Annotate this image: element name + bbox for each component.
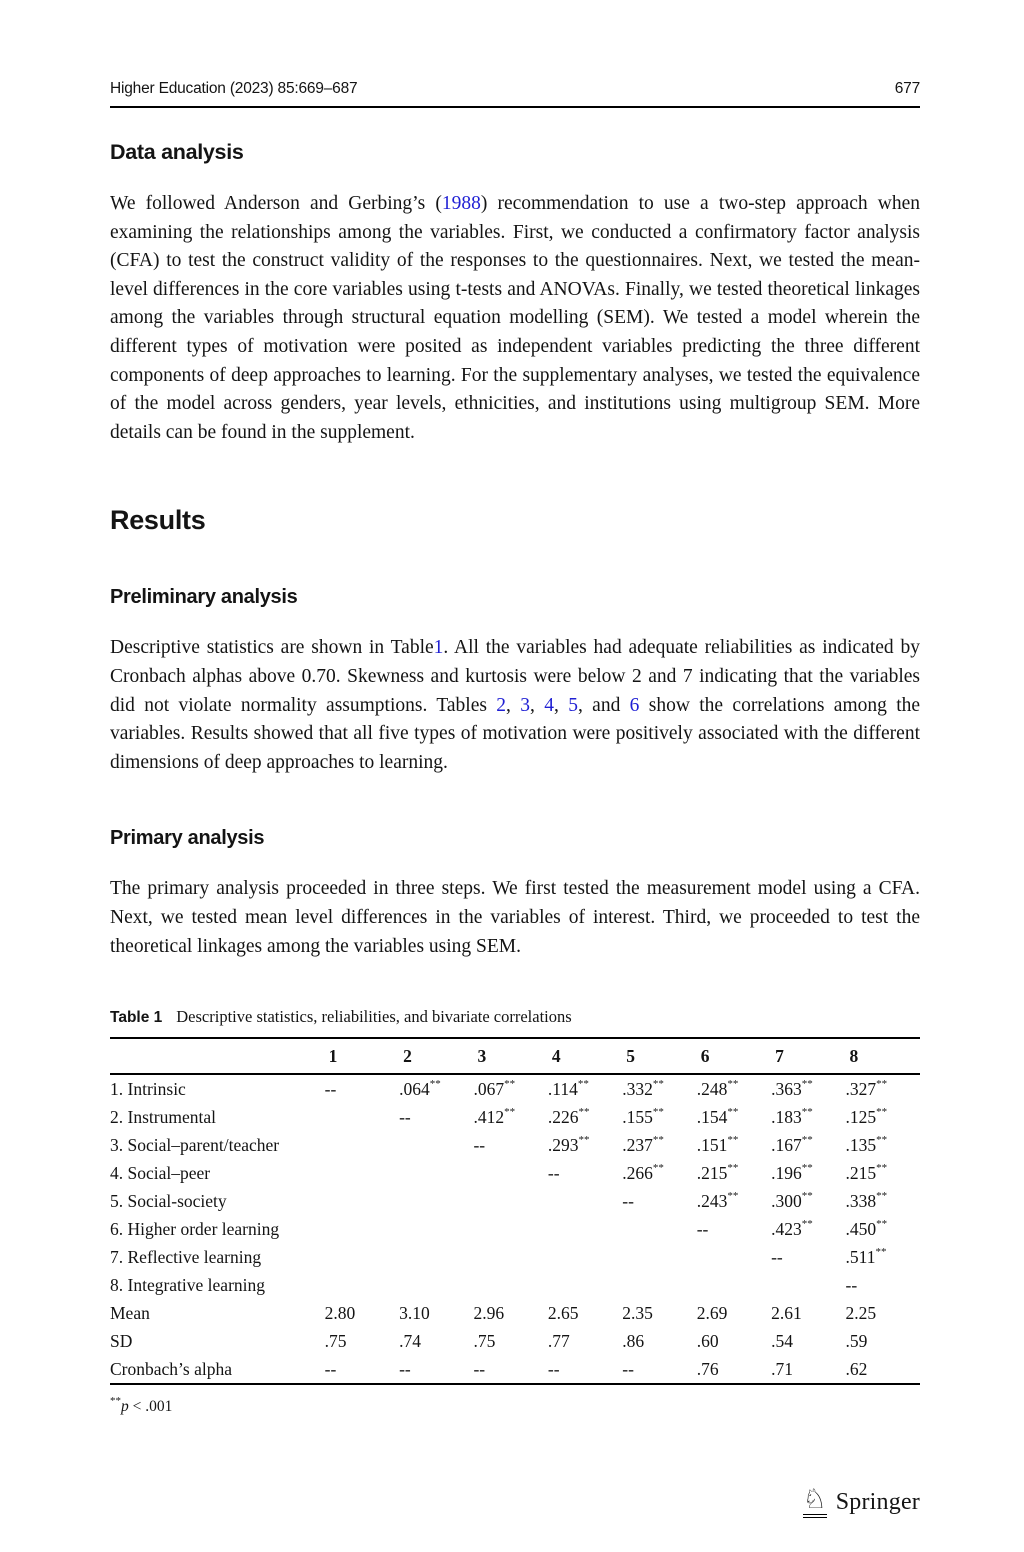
footnote-p: p bbox=[121, 1398, 129, 1416]
significance-stars: ** bbox=[801, 1161, 813, 1174]
text-run: . All the variables had adequate reliabilities as indicated by Cronbach alphas above 0.70. Skewness and kurtosis were below 2 and 7 indicating that the variables did not violate normality assumptions. Tables bbox=[110, 637, 920, 716]
heading-preliminary-analysis: Preliminary analysis bbox=[110, 586, 298, 609]
table-cell bbox=[771, 1187, 845, 1215]
significance-stars: ** bbox=[801, 1217, 813, 1230]
significance-stars: ** bbox=[876, 1105, 888, 1118]
text-run: show the correlations among the variables. Results showed that all five types of motivation were positively associated with the different dimensions of deep approaches to learning. bbox=[110, 694, 921, 773]
cell-value: .226 bbox=[547, 1106, 579, 1127]
cell-value: .412 bbox=[473, 1106, 505, 1127]
table-cell bbox=[697, 1103, 771, 1131]
table-cell bbox=[325, 1187, 399, 1215]
cell-value: 2.25 bbox=[845, 1302, 877, 1323]
cell-value: .450 bbox=[845, 1218, 877, 1239]
table-cell bbox=[846, 1074, 921, 1103]
row-label: Cronbach’s alpha bbox=[110, 1358, 232, 1379]
cell-value: 2.35 bbox=[622, 1302, 653, 1323]
table-cell bbox=[846, 1159, 921, 1187]
table-cell bbox=[399, 1215, 473, 1243]
significance-stars: ** bbox=[504, 1077, 516, 1090]
text-run: , bbox=[553, 694, 569, 716]
column-header: 5 bbox=[622, 1038, 696, 1074]
table-cell bbox=[622, 1271, 696, 1299]
table-cell bbox=[473, 1299, 547, 1327]
table-cell bbox=[771, 1327, 845, 1355]
cell-value: .215 bbox=[845, 1162, 877, 1183]
cell-value: .151 bbox=[696, 1134, 728, 1155]
table-cell bbox=[325, 1327, 399, 1355]
table-cell bbox=[622, 1299, 696, 1327]
cell-value: .76 bbox=[696, 1358, 719, 1379]
cell-value: .86 bbox=[622, 1330, 645, 1351]
cell-value: .196 bbox=[771, 1162, 802, 1183]
table-header-row bbox=[110, 1038, 920, 1074]
table-cell bbox=[622, 1327, 696, 1355]
table-cell bbox=[697, 1299, 771, 1327]
cell-value: .154 bbox=[696, 1106, 728, 1127]
cell-value: -- bbox=[845, 1274, 858, 1295]
significance-stars: ** bbox=[652, 1105, 664, 1118]
table-cell bbox=[399, 1271, 473, 1299]
table-cell bbox=[846, 1243, 921, 1271]
table-cell bbox=[622, 1159, 696, 1187]
cell-value: .300 bbox=[771, 1190, 802, 1211]
table-cell bbox=[325, 1131, 399, 1159]
cell-value: .77 bbox=[547, 1330, 570, 1351]
cell-value: .62 bbox=[845, 1358, 868, 1379]
significance-stars: ** bbox=[727, 1105, 739, 1118]
table-cell bbox=[325, 1243, 399, 1271]
table-cell bbox=[473, 1187, 547, 1215]
table-cell bbox=[548, 1103, 622, 1131]
table-caption bbox=[110, 1007, 920, 1027]
table-row bbox=[110, 1187, 920, 1215]
text-run: , and bbox=[577, 694, 630, 716]
table-row bbox=[110, 1355, 920, 1384]
table-cell bbox=[697, 1243, 771, 1271]
table-cell bbox=[771, 1159, 845, 1187]
citation-link[interactable]: 2 bbox=[496, 694, 507, 716]
table-cell bbox=[697, 1355, 771, 1384]
table-cell bbox=[548, 1299, 622, 1327]
text-run: Descriptive statistics are shown in Table bbox=[110, 637, 434, 659]
significance-stars: ** bbox=[652, 1133, 664, 1146]
cell-value: .183 bbox=[771, 1106, 802, 1127]
column-header: 8 bbox=[846, 1038, 921, 1074]
table-cell bbox=[325, 1103, 399, 1131]
table-cell bbox=[771, 1355, 845, 1384]
cell-value: 2.61 bbox=[771, 1302, 802, 1323]
significance-stars: ** bbox=[504, 1105, 516, 1118]
citation-link[interactable]: 5 bbox=[568, 694, 578, 716]
footnote-value: < .001 bbox=[128, 1398, 173, 1416]
cell-value: .237 bbox=[622, 1134, 653, 1155]
heading-results: Results bbox=[110, 505, 206, 536]
table-cell bbox=[399, 1187, 473, 1215]
cell-value: .125 bbox=[845, 1106, 877, 1127]
significance-stars: ** bbox=[801, 1133, 813, 1146]
cell-value: .114 bbox=[547, 1078, 578, 1099]
table-cell bbox=[399, 1355, 473, 1384]
table-cell bbox=[846, 1131, 921, 1159]
table-cell bbox=[771, 1074, 845, 1103]
cell-value: -- bbox=[622, 1358, 634, 1379]
citation-link[interactable]: 6 bbox=[629, 694, 640, 716]
cell-value: .215 bbox=[696, 1162, 728, 1183]
cell-value: 2.65 bbox=[547, 1302, 579, 1323]
table-cell bbox=[473, 1355, 547, 1384]
table-cell bbox=[846, 1271, 921, 1299]
table-cell bbox=[771, 1131, 845, 1159]
significance-stars: ** bbox=[577, 1077, 589, 1090]
cell-value: -- bbox=[547, 1162, 560, 1183]
table-cell bbox=[548, 1159, 622, 1187]
significance-stars: ** bbox=[652, 1161, 664, 1174]
text-run: , bbox=[506, 694, 521, 716]
table-cell bbox=[697, 1131, 771, 1159]
running-head bbox=[110, 80, 920, 108]
cell-value: 3.10 bbox=[399, 1302, 430, 1323]
table-cell bbox=[325, 1271, 399, 1299]
cell-value: .74 bbox=[399, 1330, 421, 1351]
chess-knight-icon: ♘ bbox=[803, 1486, 827, 1518]
table-cell bbox=[473, 1215, 547, 1243]
table-cell bbox=[771, 1271, 845, 1299]
text-run: ) recommendation to use a two-step approach when examining the relationships among the variables. First, we conducted a confirmatory factor analysis (CFA) to test the construct validity of the responses to the questionnaires. Next, we tested the mean-level differences in the core variables using t-tests and ANOVAs. Finally, we tested theoretical linkages among the variables through structural equation modelling (SEM). We tested a model wherein the different types of motivation were posited as independent variables predicting the three different components of deep approaches to learning. For the supplementary analyses, we tested the equivalence of the model across genders, year levels, ethnicities, and institutions using multigroup SEM. More details can be found in the supplement. bbox=[110, 193, 920, 443]
table-cell bbox=[399, 1159, 473, 1187]
table-label: Table 1 bbox=[110, 1009, 163, 1027]
table-cell bbox=[399, 1243, 473, 1271]
table-cell bbox=[846, 1327, 921, 1355]
table-row bbox=[110, 1103, 920, 1131]
heading-data-analysis: Data analysis bbox=[110, 140, 244, 164]
cell-value: -- bbox=[771, 1246, 783, 1267]
table-cell bbox=[399, 1131, 473, 1159]
cell-value: .75 bbox=[473, 1330, 496, 1351]
cell-value: 2.80 bbox=[324, 1302, 356, 1323]
table-cell bbox=[771, 1215, 845, 1243]
cell-value: .511 bbox=[845, 1246, 876, 1267]
cell-value: .243 bbox=[696, 1190, 728, 1211]
table-cell bbox=[622, 1243, 696, 1271]
table-row bbox=[110, 1327, 920, 1355]
cell-value: 2.96 bbox=[473, 1302, 505, 1323]
cell-value: .332 bbox=[622, 1078, 653, 1099]
column-header: 7 bbox=[771, 1038, 845, 1074]
table-cell bbox=[325, 1074, 399, 1103]
cell-value: .167 bbox=[771, 1134, 802, 1155]
row-label: 1. Intrinsic bbox=[110, 1078, 186, 1099]
cell-value: -- bbox=[399, 1106, 411, 1127]
table-cell bbox=[846, 1215, 921, 1243]
table-cell bbox=[399, 1327, 473, 1355]
table-cell bbox=[622, 1131, 696, 1159]
column-header: 3 bbox=[473, 1038, 547, 1074]
text-run: , bbox=[530, 694, 545, 716]
significance-stars: ** bbox=[875, 1245, 887, 1258]
table-cell bbox=[548, 1131, 622, 1159]
cell-value: -- bbox=[473, 1358, 486, 1379]
table-cell bbox=[846, 1299, 921, 1327]
table-cell bbox=[622, 1074, 696, 1103]
row-label: 4. Social–peer bbox=[110, 1162, 211, 1183]
cell-value: -- bbox=[324, 1078, 337, 1099]
paragraph-preliminary-analysis bbox=[110, 634, 920, 777]
table-cell bbox=[771, 1103, 845, 1131]
row-label: 3. Social–parent/teacher bbox=[110, 1134, 280, 1155]
paragraph-data-analysis bbox=[110, 190, 920, 447]
cell-value: -- bbox=[324, 1358, 337, 1379]
cell-value: 2.69 bbox=[696, 1302, 728, 1323]
table-caption-text: Descriptive statistics, reliabilities, and bivariate correlations bbox=[176, 1007, 572, 1027]
row-label: 2. Instrumental bbox=[110, 1106, 216, 1127]
significance-stars: ** bbox=[578, 1133, 590, 1146]
table-row bbox=[110, 1131, 920, 1159]
table-row bbox=[110, 1215, 920, 1243]
significance-stars: ** bbox=[876, 1217, 888, 1230]
cell-value: .327 bbox=[845, 1078, 877, 1099]
heading-primary-analysis: Primary analysis bbox=[110, 827, 265, 850]
row-label: 8. Integrative learning bbox=[110, 1274, 266, 1295]
table-cell bbox=[697, 1271, 771, 1299]
significance-stars: ** bbox=[801, 1077, 813, 1090]
citation-link[interactable]: 1988 bbox=[441, 193, 481, 214]
significance-stars: ** bbox=[876, 1189, 888, 1202]
cell-value: .248 bbox=[696, 1078, 728, 1099]
significance-stars: ** bbox=[727, 1189, 739, 1202]
citation-link[interactable]: 3 bbox=[520, 694, 531, 716]
table-row bbox=[110, 1159, 920, 1187]
cell-value: -- bbox=[622, 1190, 634, 1211]
citation-link[interactable]: 1 bbox=[433, 637, 444, 659]
cell-value: -- bbox=[547, 1358, 560, 1379]
significance-stars: ** bbox=[578, 1105, 590, 1118]
table-cell bbox=[399, 1103, 473, 1131]
table-cell bbox=[325, 1159, 399, 1187]
significance-stars: ** bbox=[727, 1161, 739, 1174]
footnote-stars: ** bbox=[110, 1394, 121, 1407]
springer-logo bbox=[803, 1486, 920, 1518]
row-label-header bbox=[110, 1038, 325, 1074]
table-cell bbox=[473, 1103, 547, 1131]
table-cell bbox=[697, 1159, 771, 1187]
cell-value: .266 bbox=[622, 1162, 653, 1183]
journal-citation: Higher Education (2023) 85:669–687 bbox=[110, 80, 358, 97]
table-cell bbox=[548, 1243, 622, 1271]
significance-stars: ** bbox=[727, 1133, 739, 1146]
column-header: 4 bbox=[548, 1038, 622, 1074]
table-cell bbox=[473, 1131, 547, 1159]
table-cell bbox=[548, 1074, 622, 1103]
table-cell bbox=[548, 1327, 622, 1355]
table-cell bbox=[846, 1187, 921, 1215]
table-cell bbox=[622, 1103, 696, 1131]
column-header: 1 bbox=[325, 1038, 399, 1074]
table-cell bbox=[399, 1299, 473, 1327]
cell-value: .60 bbox=[696, 1330, 719, 1351]
cell-value: .59 bbox=[845, 1330, 868, 1351]
cell-value: .293 bbox=[547, 1134, 579, 1155]
table-cell bbox=[548, 1271, 622, 1299]
publisher-name: Springer bbox=[835, 1488, 920, 1515]
table-cell bbox=[771, 1243, 845, 1271]
citation-link[interactable]: 4 bbox=[544, 694, 554, 716]
cell-value: .067 bbox=[473, 1078, 505, 1099]
row-label: Mean bbox=[110, 1302, 150, 1323]
table-cell bbox=[622, 1355, 696, 1384]
table-row bbox=[110, 1271, 920, 1299]
cell-value: .423 bbox=[771, 1218, 802, 1239]
significance-stars: ** bbox=[727, 1077, 739, 1090]
significance-stars: ** bbox=[801, 1105, 813, 1118]
table-cell bbox=[771, 1299, 845, 1327]
text-run: The primary analysis proceeded in three steps. We first tested the measurement model using a CFA. Next, we tested mean level differences in the variables of interest. Third, we proceeded to test the theoretical linkages among the variables using SEM. bbox=[110, 878, 920, 957]
cell-value: -- bbox=[399, 1358, 411, 1379]
cell-value: .363 bbox=[771, 1078, 802, 1099]
table-cell bbox=[473, 1074, 547, 1103]
table-cell bbox=[548, 1215, 622, 1243]
row-label: SD bbox=[110, 1330, 133, 1351]
cell-value: .135 bbox=[845, 1134, 877, 1155]
table-cell bbox=[622, 1215, 696, 1243]
table-cell bbox=[846, 1355, 921, 1384]
table-row bbox=[110, 1074, 920, 1103]
row-label: 6. Higher order learning bbox=[110, 1218, 280, 1239]
cell-value: .064 bbox=[399, 1078, 430, 1099]
table-cell bbox=[473, 1243, 547, 1271]
cell-value: -- bbox=[473, 1134, 486, 1155]
significance-stars: ** bbox=[876, 1161, 888, 1174]
column-header: 2 bbox=[399, 1038, 473, 1074]
page-number: 677 bbox=[894, 80, 920, 97]
row-label: 7. Reflective learning bbox=[110, 1246, 262, 1267]
table-cell bbox=[399, 1074, 473, 1103]
table-cell bbox=[697, 1074, 771, 1103]
cell-value: .54 bbox=[771, 1330, 793, 1351]
significance-stars: ** bbox=[876, 1133, 888, 1146]
cell-value: .71 bbox=[771, 1358, 793, 1379]
table-cell bbox=[325, 1355, 399, 1384]
table-footnote bbox=[110, 1394, 920, 1416]
cell-value: .75 bbox=[324, 1330, 347, 1351]
cell-value: -- bbox=[696, 1218, 709, 1239]
row-label: 5. Social-society bbox=[110, 1190, 227, 1211]
table-cell bbox=[325, 1299, 399, 1327]
significance-stars: ** bbox=[652, 1077, 664, 1090]
significance-stars: ** bbox=[876, 1077, 888, 1090]
table-cell bbox=[473, 1327, 547, 1355]
table-cell bbox=[473, 1159, 547, 1187]
descriptive-statistics-table bbox=[110, 1037, 920, 1385]
text-run: We followed Anderson and Gerbing’s ( bbox=[110, 193, 442, 214]
table-cell bbox=[548, 1355, 622, 1384]
significance-stars: ** bbox=[801, 1189, 813, 1202]
paragraph-primary-analysis bbox=[110, 875, 920, 961]
column-header: 6 bbox=[697, 1038, 771, 1074]
table-cell bbox=[622, 1187, 696, 1215]
cell-value: .338 bbox=[845, 1190, 877, 1211]
table-cell bbox=[697, 1327, 771, 1355]
table-cell bbox=[473, 1271, 547, 1299]
table-1-block bbox=[110, 1007, 920, 1416]
table-cell bbox=[548, 1187, 622, 1215]
table-cell bbox=[697, 1215, 771, 1243]
table-row bbox=[110, 1299, 920, 1327]
table-row bbox=[110, 1243, 920, 1271]
table-cell bbox=[697, 1187, 771, 1215]
table-cell bbox=[325, 1215, 399, 1243]
significance-stars: ** bbox=[429, 1077, 441, 1090]
table-cell bbox=[846, 1103, 921, 1131]
cell-value: .155 bbox=[622, 1106, 653, 1127]
